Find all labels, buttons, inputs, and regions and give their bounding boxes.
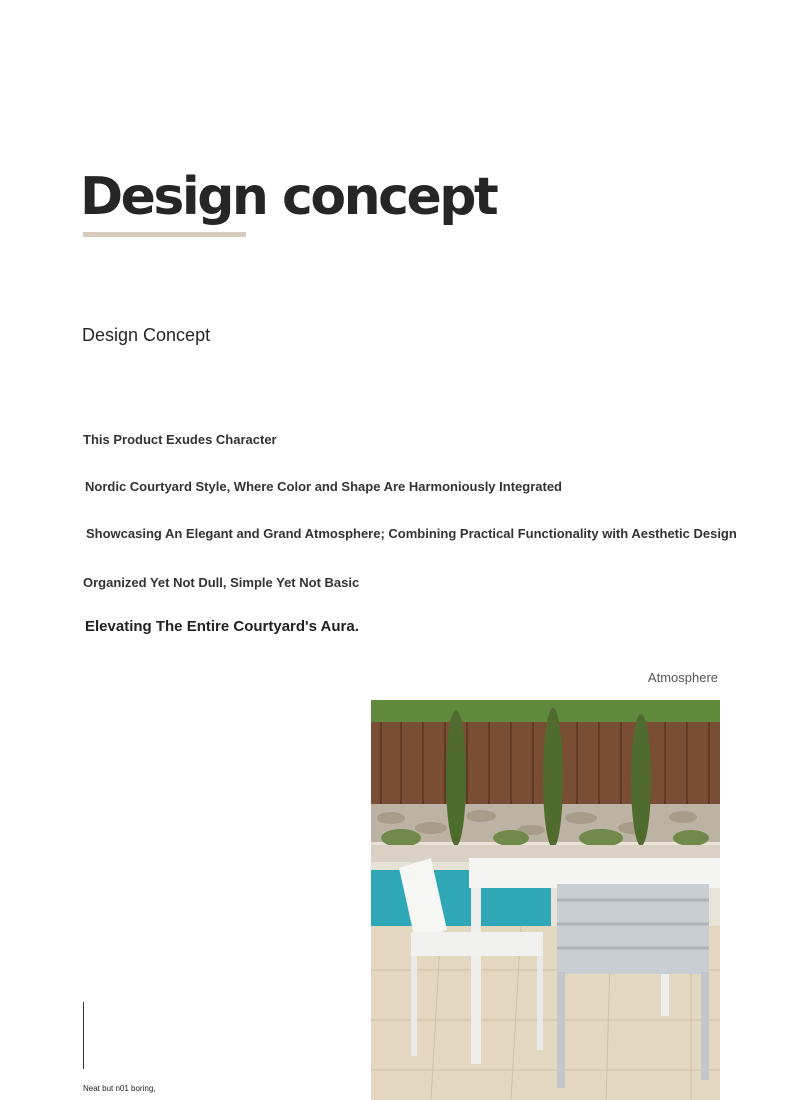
courtyard-photo [371,700,720,1100]
concept-line: Organized Yet Not Dull, Simple Yet Not Basic [83,575,360,590]
concept-line: Nordic Courtyard Style, Where Color and Shape Are Harmoniously Integrated [85,479,562,494]
courtyard-illustration [371,700,720,1100]
footer-caption: Neat but n01 boring, [83,1084,156,1093]
title-underline [83,232,246,237]
concept-line: Showcasing An Elegant and Grand Atmosphere; Combining Practical Functionality with Aesthetic Design [86,526,737,541]
vertical-rule [83,1002,84,1069]
section-heading: Design Concept [82,325,211,345]
page-title: Design concept [80,167,497,227]
concept-line-emphasis: Elevating The Entire Courtyard's Aura. [85,618,359,635]
concept-line: This Product Exudes Character [83,432,277,447]
atmosphere-label: Atmosphere [647,670,718,685]
